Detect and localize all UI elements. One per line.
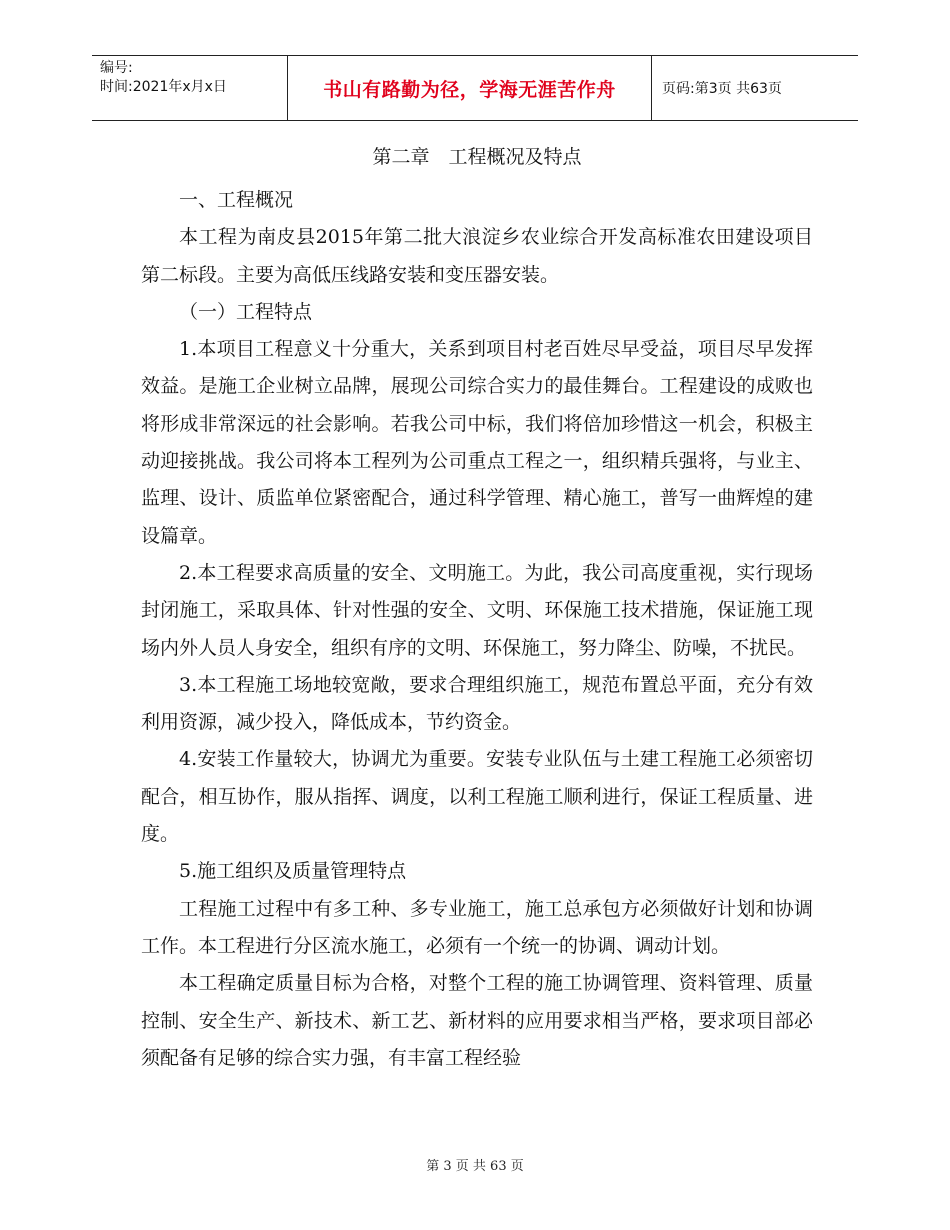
list-item: 3.本工程施工场地较宽敞，要求合理组织施工，规范布置总平面，充分有效利用资源，减少投入，降低成本，节约资金。 xyxy=(141,673,813,734)
paragraph: 工程施工过程中有多工种、多专业施工，施工总承包方必须做好计划和协调工作。本工程进行分区流水施工，必须有一个统一的协调、调动计划。 xyxy=(141,897,813,957)
list-item: 4.安装工作量较大，协调尤为重要。安装专业队伍与土建工程施工必须密切配合，相互协作，服从指挥、调度，以利工程施工顺利进行，保证工程质量、进度。 xyxy=(141,748,813,846)
section-heading: 一、工程概况 xyxy=(179,189,294,211)
list-item: 1.本项目工程意义十分重大，关系到项目村老百姓尽早受益，项目尽早发挥效益。是施工企业树立品牌，展现公司综合实力的最佳舞台。工程建设的成败也将形成非常深远的社会影响。若我公司中标，我们将倍加珍惜这一机会，积极主动迎接挑战。我公司将本工程列为公司重点工程之一，组织精兵强将，与业主、监理、设计、质监单位紧密配合，通过科学管理、精心施工，普写一曲辉煌的建设篇章。 xyxy=(141,338,813,547)
header-motto: 书山有路勤为径，学海无涯苦作舟 xyxy=(323,78,616,101)
paragraph: 本工程为南皮县2015年第二批大浪淀乡农业综合开发高标准农田建设项目第二标段。主要为高低压线路安装和变压器安装。 xyxy=(141,226,813,286)
number-label: 编号: xyxy=(100,60,133,76)
page-footer: 第 3 页 共 63 页 xyxy=(426,1159,524,1174)
header-meta xyxy=(92,56,288,120)
header-page-info: 页码:第3页 共63页 xyxy=(662,81,782,97)
time-label: 时间:2021年x月x日 xyxy=(100,79,227,95)
list-item: 2.本工程要求高质量的安全、文明施工。为此，我公司高度重视，实行现场封闭施工，采取具体、针对性强的安全、文明、环保施工技术措施，保证施工现场内外人员人身安全，组织有序的文明、环保施工，努力降尘、防噪，不扰民。 xyxy=(141,561,813,659)
chapter-title: 第二章 工程概况及特点 xyxy=(372,146,582,168)
paragraph: 本工程确定质量目标为合格，对整个工程的施工协调管理、资料管理、质量控制、安全生产、新技术、新工艺、新材料的应用要求相当严格，要求项目部必须配备有足够的综合实力强，有丰富工程经验 xyxy=(141,972,813,1069)
page-header xyxy=(92,55,858,121)
header-motto-cell xyxy=(288,56,652,120)
header-page-info-cell xyxy=(652,56,858,120)
document-body xyxy=(141,142,813,1077)
subsection-heading: （一）工程特点 xyxy=(179,300,313,323)
list-item: 5.施工组织及质量管理特点 xyxy=(179,860,407,883)
